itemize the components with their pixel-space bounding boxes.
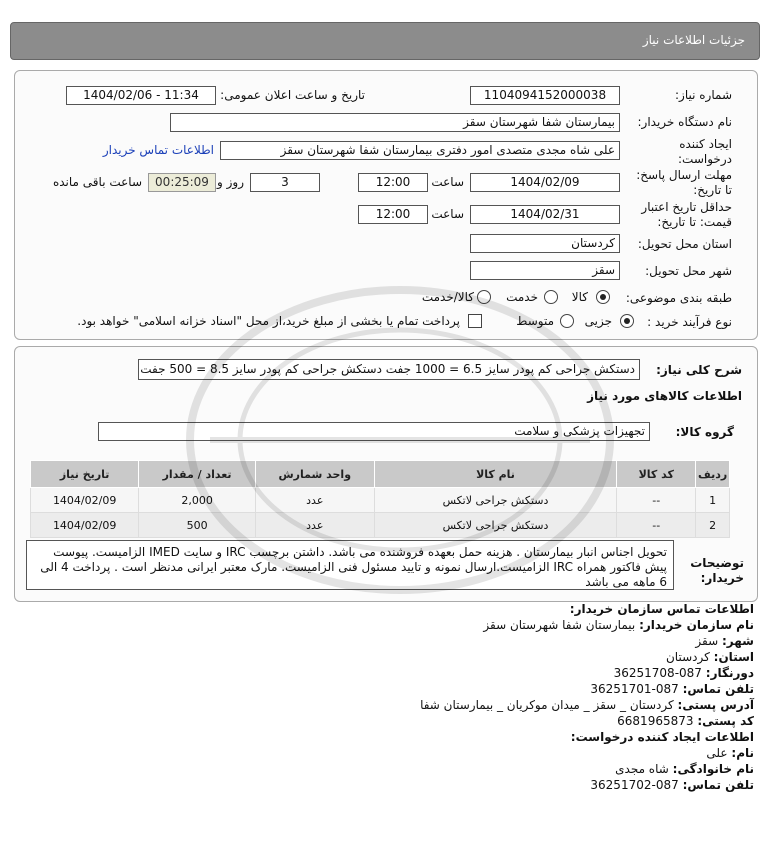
contact-phone-label: تلفن تماس: [682, 682, 754, 696]
contact-phone-row [590, 682, 754, 696]
buyer-contact-link[interactable]: اطلاعات تماس خریدار [102, 143, 214, 157]
validity-date-field: 1404/02/31 [470, 205, 620, 224]
days-field: 3 [250, 173, 320, 192]
validity-time-label: ساعت [431, 207, 464, 221]
process-label: نوع فرآیند خرید : [647, 315, 732, 329]
buyer-org-label: نام دستگاه خریدار: [637, 115, 732, 129]
col-quantity: تعداد / مقدار [139, 461, 256, 488]
category-service-radio[interactable] [544, 290, 558, 304]
deadline-label-1: مهلت ارسال پاسخ: [636, 168, 732, 182]
col-goods-code: کد کالا [617, 461, 696, 488]
contact-address-label: آدرس پستی: [677, 698, 754, 712]
cell-goods-code: -- [617, 513, 696, 538]
creator-family-label: نام خانوادگی: [672, 762, 754, 776]
validity-label-2: قیمت: تا تاریخ: [657, 215, 732, 229]
contact-address-row [420, 698, 754, 712]
creator-phone-label: تلفن تماس: [682, 778, 754, 792]
goods-group-field: تجهیزات پزشکی و سلامت [98, 422, 650, 441]
buyer-notes-label-2: خریدار: [700, 571, 744, 585]
summary-label: شرح کلی نیاز: [656, 363, 742, 377]
page-header [10, 22, 760, 60]
cell-need-date: 1404/02/09 [31, 513, 139, 538]
process-minor-label: جزیی [584, 314, 612, 328]
contact-province-value: کردستان [665, 650, 710, 664]
goods-table [30, 460, 730, 538]
validity-time-field: 12:00 [358, 205, 428, 224]
contact-title: اطلاعات تماس سازمان خریدار: [569, 602, 754, 616]
cell-row-number: 2 [696, 513, 730, 538]
contact-fax-row [614, 666, 754, 680]
goods-table-header [31, 461, 730, 488]
contact-province-label: استان: [713, 650, 754, 664]
category-service-label: خدمت [506, 290, 538, 304]
category-goods-label: کالا [571, 290, 588, 304]
creator-phone-value: 087-36251702 [590, 778, 679, 792]
creator-name-label: نام: [731, 746, 754, 760]
province-label: استان محل تحویل: [637, 237, 732, 251]
creator-family-value: شاه مجدی [615, 762, 669, 776]
col-unit: واحد شمارش [255, 461, 374, 488]
contact-org-row [483, 618, 754, 632]
contact-fax-value: 087-36251708 [613, 666, 702, 680]
buyer-org-field: بیمارستان شفا شهرستان سقز [170, 113, 620, 132]
validity-label-1: حداقل تاریخ اعتبار [641, 200, 732, 214]
contact-org-label: نام سازمان خریدار: [639, 618, 754, 632]
creator-phone-row [590, 778, 754, 792]
creator-label-1: ایجاد کننده [679, 137, 732, 151]
creator-name-value: علی [706, 746, 728, 760]
need-number-field: 1104094152000038 [470, 86, 620, 105]
announce-label: تاریخ و ساعت اعلان عمومی: [220, 88, 365, 102]
table-row [31, 488, 730, 513]
process-medium-label: متوسط [516, 314, 554, 328]
cell-goods-name: دستکش جراحی لاتکس [374, 513, 617, 538]
creator-field: علی شاه مجدی متصدی امور دفتری بیمارستان شفا شهرستان سقز [220, 141, 620, 160]
contact-city-value: سقز [695, 634, 719, 648]
cell-unit: عدد [255, 513, 374, 538]
contact-city-row [695, 634, 754, 648]
col-need-date: تاریخ نیاز [31, 461, 139, 488]
contact-phone-value: 087-36251701 [590, 682, 679, 696]
contact-org-value: بیمارستان شفا شهرستان سقز [483, 618, 636, 632]
buyer-notes-label-1: توضیحات [690, 556, 744, 570]
treasury-payment-note: پرداخت تمام یا بخشی از مبلغ خرید،از محل "اسناد خزانه اسلامی" خواهد بود. [77, 314, 460, 328]
creator-family-row [615, 762, 754, 776]
category-label: طبقه بندی موضوعی: [625, 291, 732, 305]
deadline-time-label: ساعت [431, 175, 464, 189]
deadline-time-field: 12:00 [358, 173, 428, 192]
treasury-payment-checkbox[interactable] [468, 314, 482, 328]
contact-postal-row [617, 714, 754, 728]
page-title: جزئیات اطلاعات نیاز [642, 33, 745, 47]
col-goods-name: نام کالا [374, 461, 617, 488]
contact-address-value: کردستان _ سقز _ میدان موکریان _ بیمارستان شفا [420, 698, 674, 712]
creator-info-title: اطلاعات ایجاد کننده درخواست: [570, 730, 754, 744]
cell-goods-code: -- [617, 488, 696, 513]
remaining-time-label: ساعت باقی مانده [52, 175, 142, 189]
deadline-date-field: 1404/02/09 [470, 173, 620, 192]
city-label: شهر محل تحویل: [645, 264, 732, 278]
need-number-label: شماره نیاز: [675, 88, 732, 102]
cell-goods-name: دستکش جراحی لاتکس [374, 488, 617, 513]
cell-quantity: 2,000 [139, 488, 256, 513]
col-row-number: ردیف [696, 461, 730, 488]
category-both-label: کالا/خدمت [421, 290, 474, 304]
process-minor-radio[interactable] [620, 314, 634, 328]
remaining-time-field: 00:25:09 [148, 173, 216, 192]
province-field: کردستان [470, 234, 620, 253]
table-row [31, 513, 730, 538]
goods-group-label: گروه کالا: [675, 425, 734, 439]
deadline-label-2: تا تاریخ: [693, 183, 732, 197]
cell-quantity: 500 [139, 513, 256, 538]
creator-label-2: درخواست: [678, 152, 732, 166]
summary-field: دستکش جراحی کم پودر سایز 6.5 = 1000 جفت دستکش جراحی کم پودر سایز 8.5 = 500 جفت [138, 359, 640, 380]
category-goods-radio[interactable] [596, 290, 610, 304]
announce-field: 1404/02/06 - 11:34 [66, 86, 216, 105]
buyer-notes-field: تحویل اجناس انبار بیمارستان . هزینه حمل بعهده فروشنده می باشد. داشتن برچسب IRC و سایت IMED الزامیست. پیوست پیش فاکتور همراه IRC الزامیست.ارسال نمونه و تایید مسئول فنی الزامیست. مارک معتبر ایرانی مدنظر است . پرداخت 4 الی 6 ماهه می باشد [26, 540, 674, 590]
cell-row-number: 1 [696, 488, 730, 513]
contact-fax-label: دورنگار: [705, 666, 754, 680]
days-label: روز و [217, 175, 244, 189]
cell-unit: عدد [255, 488, 374, 513]
creator-name-row [706, 746, 754, 760]
city-field: سقز [470, 261, 620, 280]
contact-postal-label: کد پستی: [697, 714, 754, 728]
goods-info-heading: اطلاعات کالاهای مورد نیاز [587, 389, 742, 403]
category-both-radio[interactable] [477, 290, 491, 304]
contact-province-row [666, 650, 754, 664]
contact-city-label: شهر: [722, 634, 754, 648]
contact-postal-value: 6681965873 [617, 714, 694, 728]
cell-need-date: 1404/02/09 [31, 488, 139, 513]
process-medium-radio[interactable] [560, 314, 574, 328]
